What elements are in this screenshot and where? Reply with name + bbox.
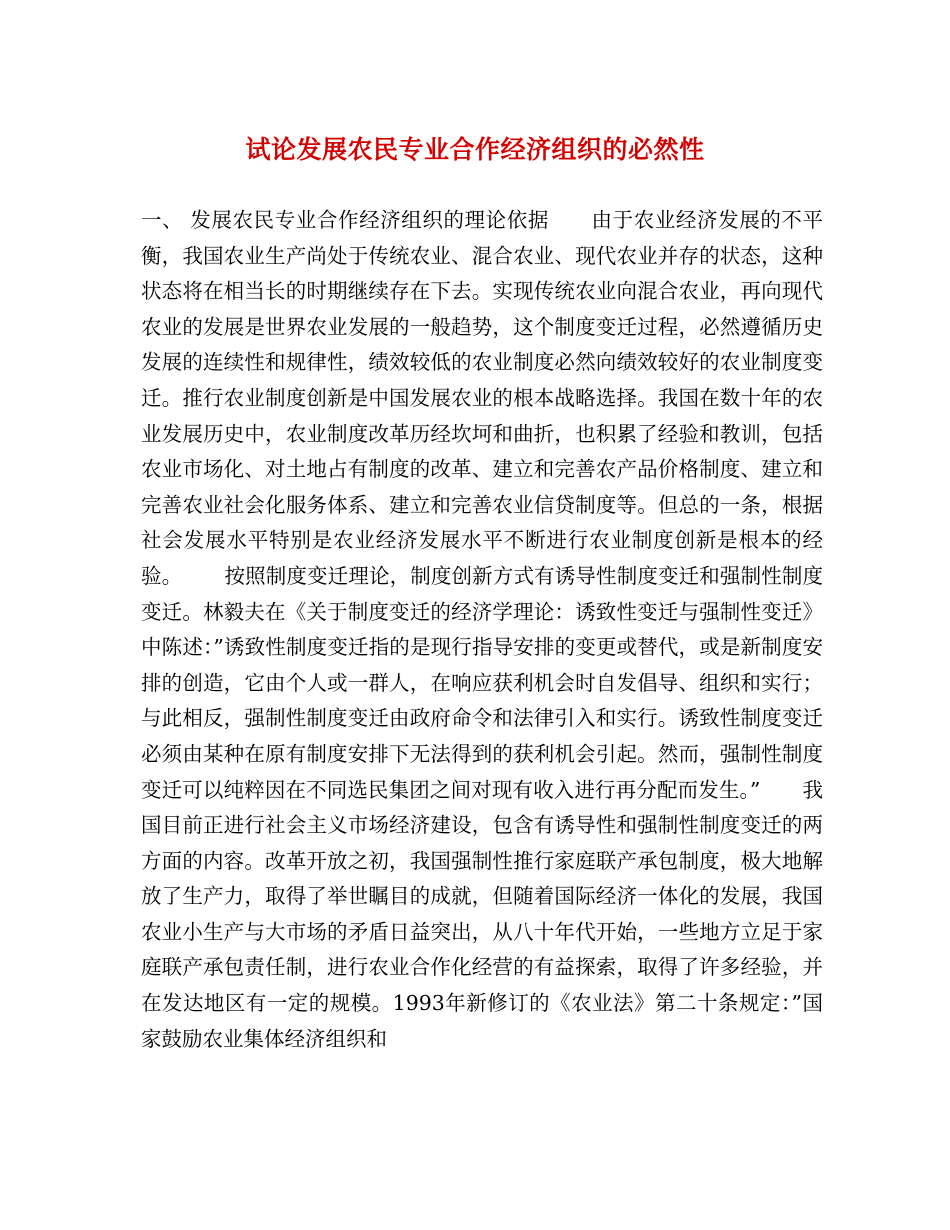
document-body: [141, 203, 823, 1057]
paragraph-1: 由于农业经济发展的不平衡，我国农业生产尚处于传统农业、混合农业、现代农业并存的状态，这种状态将在相当长的时期继续存在下去。实现传统农业向混合农业，再向现代农业的发展是世界农业发展的一般趋势，这个制度变迁过程，必然遵循历史发展的连续性和规律性，绩效较低的农业制度必然向绩效较好的农业制度变迁。推行农业制度创新是中国发展农业的根本战略选择。我国在数十年的农业发展历史中，农业制度改革历经坎坷和曲折，也积累了经验和教训，包括农业市场化、对土地占有制度的改革、建立和完善农产品价格制度、建立和完善农业社会化服务体系、建立和完善农业信贷制度等。但总的一条，根据社会发展水平特别是农业经济发展水平不断进行农业制度创新是根本的经验。: [141, 208, 824, 588]
section-heading: 一、 发展农民专业合作经济组织的理论依据: [141, 208, 549, 232]
paragraph-3: 我国目前正进行社会主义市场经济建设，包含有诱导性和强制性制度变迁的两方面的内容。改革开放之初，我国强制性推行家庭联产承包制度，极大地解放了生产力，取得了举世瞩目的成就，但随着国际经济一体化的发展，我国农业小生产与大市场的矛盾日益突出，从八十年代开始，一些地方立足于家庭联产承包责任制，进行农业合作化经营的有益探索，取得了许多经验，并在发达地区有一定的规模。1993年新修订的《农业法》第二十条规定：”国家鼓励农业集体经济组织和: [141, 777, 823, 1051]
paragraph-2: 按照制度变迁理论，制度创新方式有诱导性制度变迁和强制性制度变迁。林毅夫在《关于制度变迁的经济学理论：诱致性变迁与强制性变迁》中陈述：”诱致性制度变迁指的是现行指导安排的变更或替代，或是新制度安排的创造，它由个人或一群人，在响应获利机会时自发倡导、组织和实行；与此相反，强制性制度变迁由政府命令和法律引入和实行。诱致性制度变迁必须由某种在原有制度安排下无法得到的获利机会引起。然而，强制性制度变迁可以纯粹因在不同选民集团之间对现有收入进行再分配而发生。”: [141, 563, 824, 802]
document-title: 试论发展农民专业合作经济组织的必然性: [245, 135, 705, 164]
